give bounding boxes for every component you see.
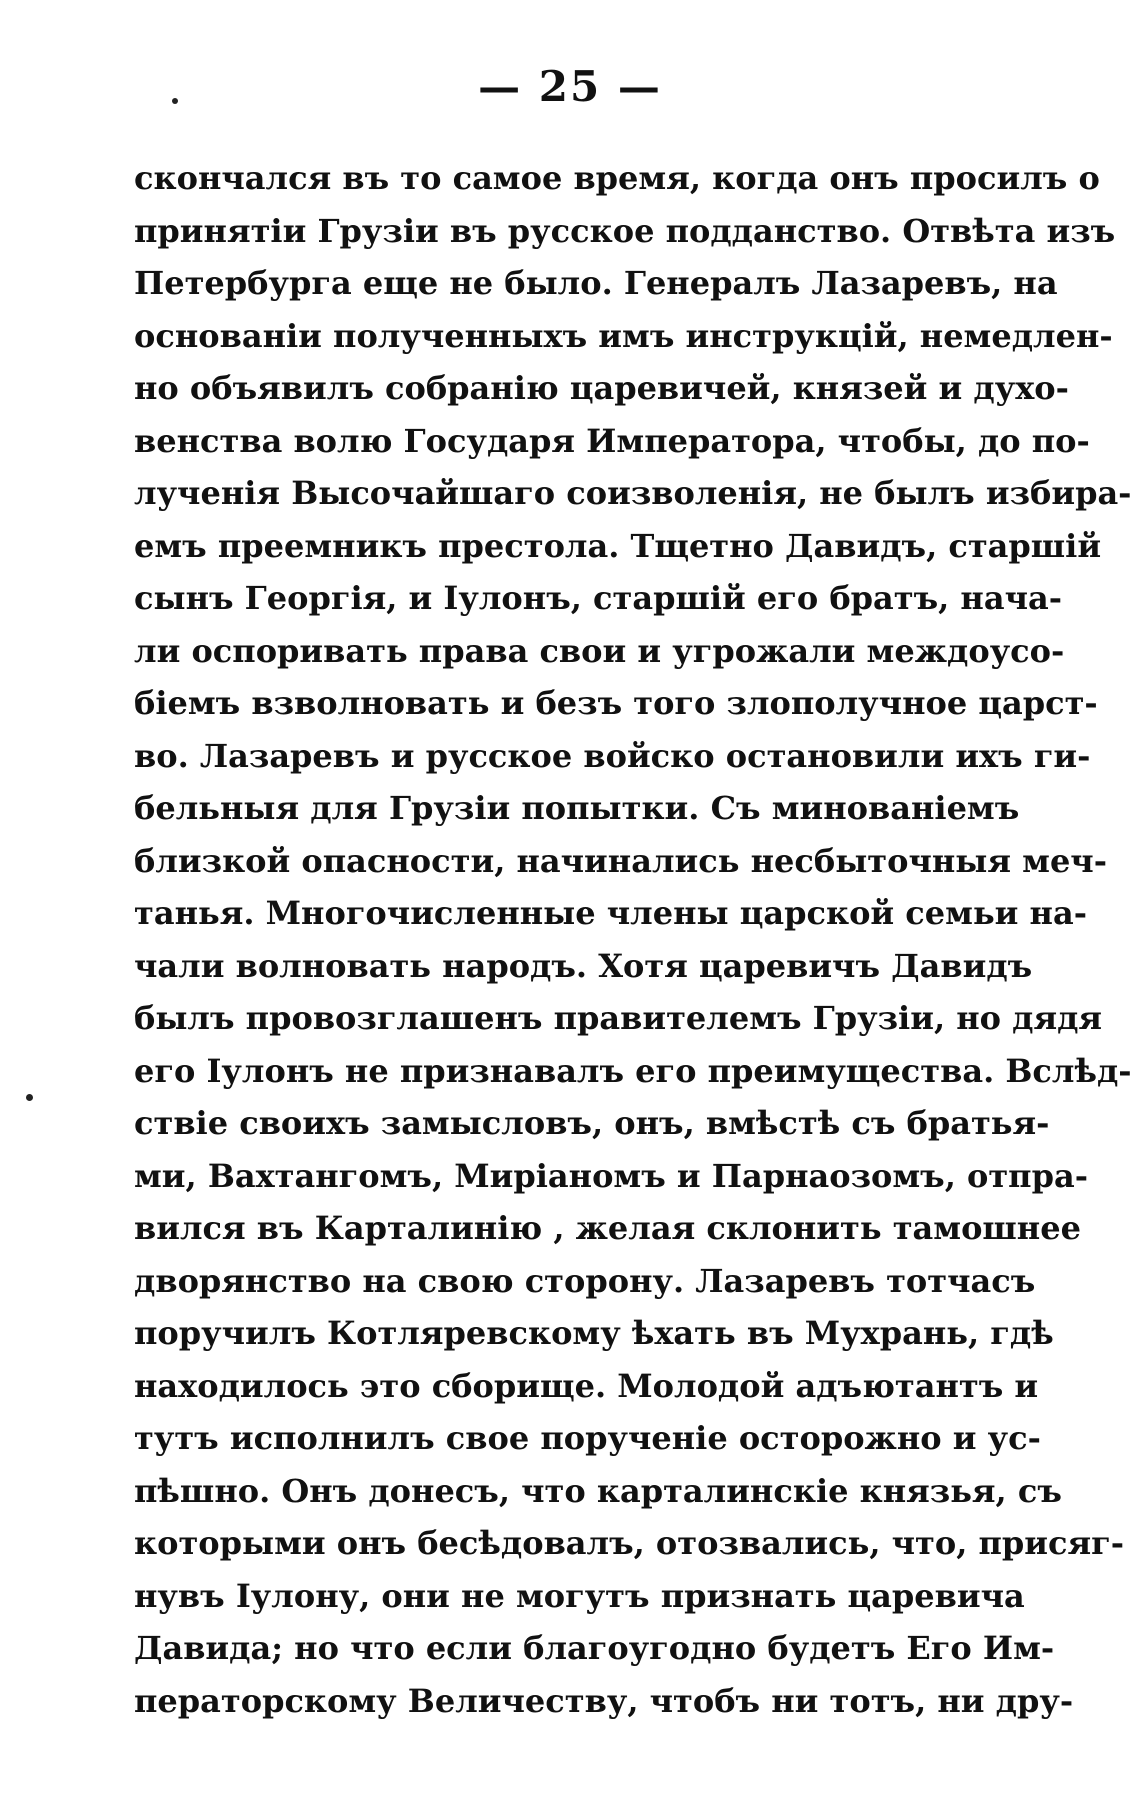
text-line: близкой опасности, начинались несбыточныя меч- [134, 841, 1107, 880]
text-line: емъ преемникъ престола. Тщетно Давидъ, старшій [134, 526, 1102, 565]
text-line: Давида; но что если благоугодно будетъ Его Им- [134, 1629, 1055, 1667]
text-line: ли оспоривать права свои и угрожали междоусо- [134, 631, 1065, 670]
text-line: былъ провозглашенъ правителемъ Грузіи, но дядя [134, 999, 1103, 1037]
text-line: находилось это сборище. Молодой адъютантъ и [134, 1366, 1039, 1405]
text-line: но объявилъ собранію царевичей, князей и духо- [134, 369, 1069, 407]
text-line: дворянство на свою сторону. Лазаревъ тотчасъ [134, 1261, 1036, 1300]
text-line: танья. Многочисленные члены царской семьи на- [134, 894, 1087, 932]
text-line: венства волю Государя Императора, чтобы, до по- [134, 421, 1090, 460]
text-line: сынъ Георгія, и Іулонъ, старшій его братъ, нача- [134, 579, 1063, 617]
page-number: — 25 — [478, 62, 662, 111]
text-line: Петербурга еще не было. Генералъ Лазаревъ, на [134, 264, 1058, 302]
text-line: нувъ Іулону, они не могутъ признать царевича [134, 1576, 1025, 1615]
text-line: его Іулонъ не признавалъ его преимущества. Вслѣд- [134, 1051, 1132, 1090]
text-line: чали волновать народъ. Хотя царевичъ Давидъ [134, 946, 1033, 985]
text-line: ператорскому Величеству, чтобъ ни тотъ, ни дру- [134, 1681, 1074, 1720]
body-text [134, 152, 1132, 1727]
text-line: вился въ Карталинію , желая склонить тамошнее [134, 1209, 1081, 1247]
text-line: скончался въ то самое время, когда онъ просилъ о [134, 159, 1100, 197]
print-speck [172, 98, 178, 104]
text-line: бельныя для Грузіи попытки. Съ минованіемъ [134, 789, 1020, 827]
print-speck [26, 1094, 33, 1101]
text-line: поручилъ Котляревскому ѣхать въ Мухрань, гдѣ [134, 1314, 1054, 1352]
text-line: тутъ исполнилъ свое порученіе осторожно и ус- [134, 1419, 1041, 1457]
text-line: которыми онъ бесѣдовалъ, отозвались, что, присяг- [134, 1524, 1125, 1562]
text-line: во. Лазаревъ и русское войско остановили ихъ ги- [134, 736, 1091, 775]
text-line: біемъ взволновать и безъ того злополучное царст- [134, 684, 1098, 722]
text-line: ми, Вахтангомъ, Миріаномъ и Парнаозомъ, отпра- [134, 1156, 1088, 1195]
text-line: лученія Высочайшаго соизволенія, не былъ избира- [134, 474, 1132, 512]
text-line: основаніи полученныхъ имъ инструкцій, немедлен- [134, 316, 1113, 355]
text-line: ствіе своихъ замысловъ, онъ, вмѣстѣ съ братья- [134, 1104, 1050, 1142]
text-line: принятіи Грузіи въ русское подданство. Отвѣта изъ [134, 211, 1116, 250]
text-line: пѣшно. Онъ донесъ, что карталинскіе князья, съ [134, 1471, 1062, 1510]
